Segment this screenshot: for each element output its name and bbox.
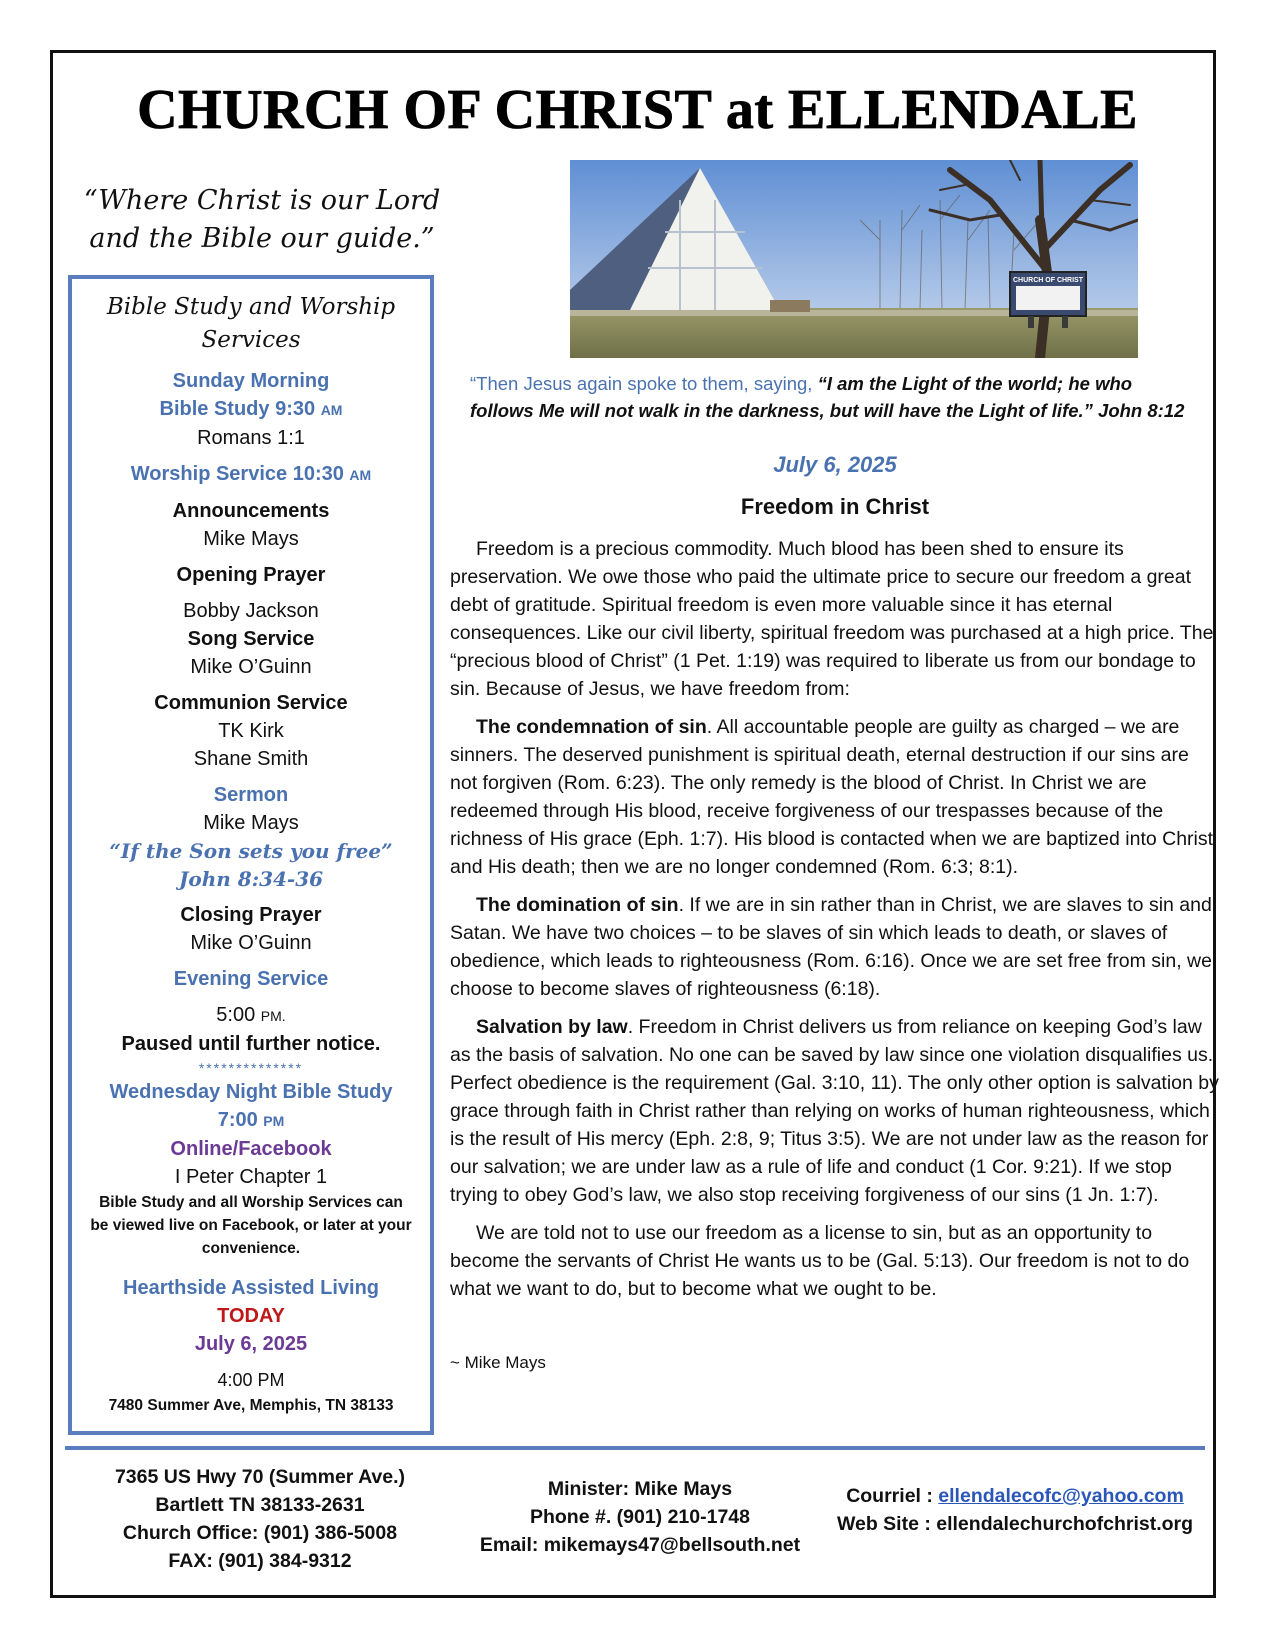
sermon-title: “If the Son sets you free” [109, 839, 393, 863]
sermon-label: Sermon [213, 784, 289, 806]
fax-number: FAX: (901) 384-9312 [168, 1550, 352, 1572]
verse-quote: “I am the Light of the world; he who follows Me will not walk in the darkness, but will have the Light of life.” John 8:12 [470, 373, 1185, 421]
article-title: Freedom in Christ [740, 494, 930, 519]
worship-time: Worship Service 10:30 AM [130, 463, 372, 485]
sign-text: CHURCH OF CHRIST [1013, 277, 1083, 284]
divider-stars: ************** [198, 1060, 304, 1076]
announcements-name: Mike Mays [203, 528, 299, 550]
verse-intro: “Then Jesus again spoke to them, saying, [470, 373, 813, 394]
bible-study-text: Romans 1:1 [197, 427, 305, 449]
address-line-1: 7365 US Hwy 70 (Summer Ave.) [114, 1466, 406, 1488]
communion-label: Communion Service [154, 692, 348, 714]
hearthside-today: TODAY [217, 1305, 285, 1327]
communion-name-2: Shane Smith [193, 748, 309, 770]
services-heading: Bible Study and Worship Services [106, 294, 396, 353]
church-title: CHURCH OF CHRIST at ELLENDALE [137, 79, 1138, 141]
tagline: “Where Christ is our Lord and the Bible our guide.” [83, 185, 441, 254]
article-signature: ~ Mike Mays [450, 1353, 546, 1372]
evening-note: Paused until further notice. [121, 1033, 381, 1055]
footer-minister [470, 1475, 810, 1559]
opening-prayer-label: Opening Prayer [176, 564, 326, 586]
hearthside-date: July 6, 2025 [194, 1333, 308, 1355]
closing-prayer-label: Closing Prayer [180, 904, 322, 926]
wednesday-time: 7:00 PM [217, 1109, 285, 1131]
article-paragraph-1: Freedom is a precious commodity. Much blood has been shed to ensure its preservation. We owe those who paid the ultimate price to secure our freedom a great debt of gratitude. Spiritual freedom is even more valuable since it has eternal consequences. Like our civil liberty, spiritual freedom was purchased at a high price. The “precious blood of Christ” (1 Pet. 1:19) was required to liberate us from our bondage to sin. Because of Jesus, we have freedom from: [450, 538, 1214, 700]
footer-address [95, 1463, 425, 1575]
wednesday-label: Wednesday Night Bible Study [109, 1081, 393, 1103]
hearthside-label: Hearthside Assisted Living [123, 1277, 379, 1299]
courriel-email-link[interactable]: ellendalecofc@yahoo.com [938, 1485, 1184, 1507]
article-paragraph-4: Salvation by law. Freedom in Christ delivers us from reliance on keeping God’s law as the basis of salvation. No one can be saved by law since one violation disqualifies us. Perfect obedience is the requirement (Gal. 3:10, 11). The only other option is salvation by grace through faith in Christ rather than relying on works of human righteousness, which is the result of His mercy (Eph. 2:8, 9; Titus 3:5). We are not under law as the reason for our salvation; we are under law as a rule of life and conduct (1 Cor. 9:21). If we stop trying to obey God’s law, we also stop receiving forgiveness of our sins (1 Jn. 1:7). [450, 1016, 1219, 1206]
footer-contact [830, 1482, 1200, 1538]
article-paragraph-5: We are told not to use our freedom as a license to sin, but as an opportunity to become the servants of Christ He wants us to be (Gal. 5:13). Our freedom is not to do what we want to do, but to become what we ought to be. [450, 1222, 1190, 1300]
scripture-verse [470, 370, 1190, 424]
article-paragraph-3: The domination of sin. If we are in sin rather than in Christ, we are slaves to sin and Satan. We have two choices – to be slaves of sin which leads to death, or slaves of obedience, which leads to righteousness (Rom. 6:16). Once we are set free from sin, we choose to become slaves of righteousness (6:18). [450, 894, 1212, 1000]
sunday-morning-label: Sunday Morning [172, 370, 330, 392]
bible-study-time: Bible Study 9:30 AM [159, 398, 343, 420]
services-box [68, 275, 434, 1435]
article-date: July 6, 2025 [773, 452, 897, 477]
song-service-label: Song Service [187, 628, 315, 650]
evening-time: 5:00 PM. [216, 1004, 286, 1026]
opening-prayer-name: Bobby Jackson [183, 600, 319, 622]
announcements-label: Announcements [172, 500, 330, 522]
closing-prayer-name: Mike O’Guinn [190, 932, 312, 954]
website-line: Web Site : ellendalechurchofchrist.org [836, 1513, 1194, 1535]
minister-name: Minister: Mike Mays [547, 1478, 733, 1500]
song-service-name: Mike O’Guinn [190, 656, 312, 678]
address-line-2: Bartlett TN 38133-2631 [155, 1494, 365, 1516]
church-building-photo [570, 160, 1138, 358]
wednesday-text: I Peter Chapter 1 [174, 1166, 328, 1188]
hearthside-time: 4:00 PM [217, 1370, 285, 1390]
communion-name-1: TK Kirk [218, 720, 284, 742]
hearthside-address: 7480 Summer Ave, Memphis, TN 38133 [108, 1397, 394, 1414]
sermon-name: Mike Mays [203, 812, 299, 834]
facebook-note: Bible Study and all Worship Services can be viewed live on Facebook, or later at your convenience. [90, 1194, 412, 1257]
online-facebook-label: Online/Facebook [170, 1138, 332, 1160]
article-body [450, 535, 1220, 1313]
minister-email: Email: mikemays47@bellsouth.net [479, 1534, 801, 1556]
minister-phone: Phone #. (901) 210-1748 [529, 1506, 751, 1528]
church-office-phone: Church Office: (901) 386-5008 [122, 1522, 398, 1544]
church-photo-illustration [570, 160, 1138, 358]
sermon-text: John 8:34-36 [178, 867, 324, 891]
footer-divider [65, 1446, 1205, 1450]
evening-service-label: Evening Service [173, 968, 329, 990]
article-paragraph-2: The condemnation of sin. All accountable people are guilty as charged – we are sinners. The deserved punishment is spiritual death, eternal destruction if our sins are not forgiven (Rom. 6:23). The only remedy is the blood of Christ. In Christ we are redeemed through His blood, receive forgiveness of our trespasses because of the richness of His grace (Eph. 1:7). His blood is contacted when we are baptized into Christ and His death; then we are no longer condemned (Rom. 6:3; 8:1). [450, 716, 1214, 878]
courriel-line: Courriel : ellendalecofc@yahoo.com [846, 1485, 1184, 1507]
